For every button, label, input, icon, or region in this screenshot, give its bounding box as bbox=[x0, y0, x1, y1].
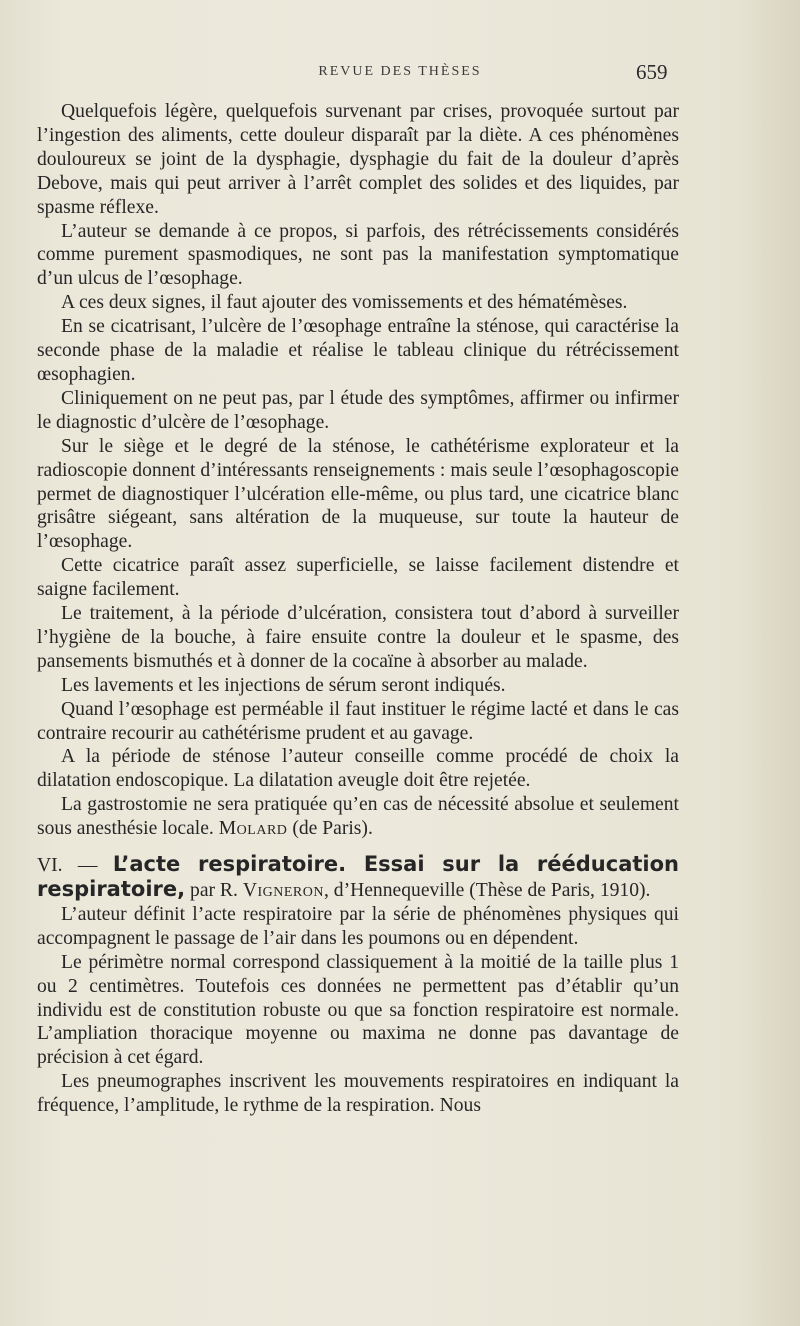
paragraph: Les pneumographes inscrivent les mouvements respiratoires en indiquant la fréquence, l’amplitude, le rythme de la respiration. Nous bbox=[37, 1071, 679, 1117]
paragraph: Les lavements et les injections de sérum seront indiqués. bbox=[61, 674, 506, 696]
section-author: Vigneron bbox=[242, 880, 324, 901]
section-title: L’acte respiratoire. Essai sur la rééducation respiratoire, bbox=[37, 852, 679, 901]
paragraph: Cette cicatrice paraît assez superficielle, se laisse facilement distendre et saigne facilement. bbox=[37, 555, 679, 601]
paragraph: Quelquefois légère, quelquefois survenant par crises, provoquée surtout par l’ingestion des aliments, cette douleur disparaît par la diète. A ces phénomènes douloureux se joint de la dysphagie, dysphagie du fait de la douleur d’après Debove, mais qui peut arriver à l’arrêt complet des solides et des liquides, par spasme réflexe. bbox=[37, 101, 679, 218]
section-by: par R. bbox=[190, 880, 238, 901]
running-head: REVUE DES THÈSES bbox=[318, 64, 482, 79]
paragraph: En se cicatrisant, l’ulcère de l’œsophage entraîne la sténose, qui caractérise la seconde phase de la maladie et réalise le tableau clinique du rétrécissement œsophagien. bbox=[37, 316, 679, 385]
paragraph-text: La gastrostomie ne sera pratiquée qu’en cas de nécessité absolue et seulement sous anesthésie locale. bbox=[37, 794, 679, 840]
paragraph: Le périmètre normal correspond classiquement à la moitié de la taille plus 1 ou 2 centimètres. Toutefois ces données ne permettent pas d’établir qu’un individu est de constitution robuste ou que sa fonction respiratoire est normale. L’ampliation thoracique moyenne ou maxima ne donne pas davantage de précision à cet égard. bbox=[37, 951, 679, 1069]
paragraph: L’auteur définit l’acte respiratoire par la série de phénomènes physiques qui accompagnent le passage de l’air dans les poumons ou en dépendent. bbox=[37, 903, 679, 949]
paragraph: L’auteur se demande à ce propos, si parfois, des rétrécissements considérés comme purement spasmodiques, ne sont pas la manifestation symptomatique d’un ulcus de l’œsophage. bbox=[37, 220, 679, 290]
paragraph-with-signature bbox=[37, 793, 679, 841]
paragraph: A la période de sténose l’auteur conseille comme procédé de choix la dilatation endoscopique. La dilatation aveugle doit être rejetée. bbox=[37, 746, 679, 792]
paragraph: Sur le siège et le degré de la sténose, le cathétérisme explorateur et la radioscopie donnent d’intéressants renseignements : mais seule l’œsophagoscopie permet de diagnostiquer l’ulcération elle-même, ou plus tard, une cicatrice blanc grisâtre siégeant, sans altération de la muqueuse, sur toute la hauteur de l’œsophage. bbox=[37, 435, 679, 553]
section-heading bbox=[37, 853, 679, 903]
section-details: , d’Hennequeville (Thèse de Paris, 1910). bbox=[323, 880, 651, 901]
signature bbox=[219, 818, 373, 839]
paragraph: Quand l’œsophage est perméable il faut instituer le régime lacté et dans le cas contraire recourir au cathétérisme prudent et au gavage. bbox=[37, 698, 679, 744]
section-number: VI. — bbox=[37, 855, 98, 877]
body-text bbox=[37, 100, 679, 1118]
signature-name: Molard bbox=[218, 818, 288, 840]
paragraph: A ces deux signes, il faut ajouter des vomissements et des hématémèses. bbox=[61, 292, 628, 314]
paragraph: Le traitement, à la période d’ulcération, consistera tout d’abord à surveiller l’hygiène de la bouche, à faire ensuite contre la douleur et le spasme, des pansements bismuthés et à donner de la cocaïne à absorber au malade. bbox=[37, 603, 679, 672]
signature-place: (de Paris). bbox=[292, 818, 373, 840]
page-header bbox=[0, 60, 800, 90]
page-number: 659 bbox=[636, 60, 668, 84]
paragraph: Cliniquement on ne peut pas, par l étude des symptômes, affirmer ou infirmer le diagnostic d’ulcère de l’œsophage. bbox=[37, 387, 679, 433]
